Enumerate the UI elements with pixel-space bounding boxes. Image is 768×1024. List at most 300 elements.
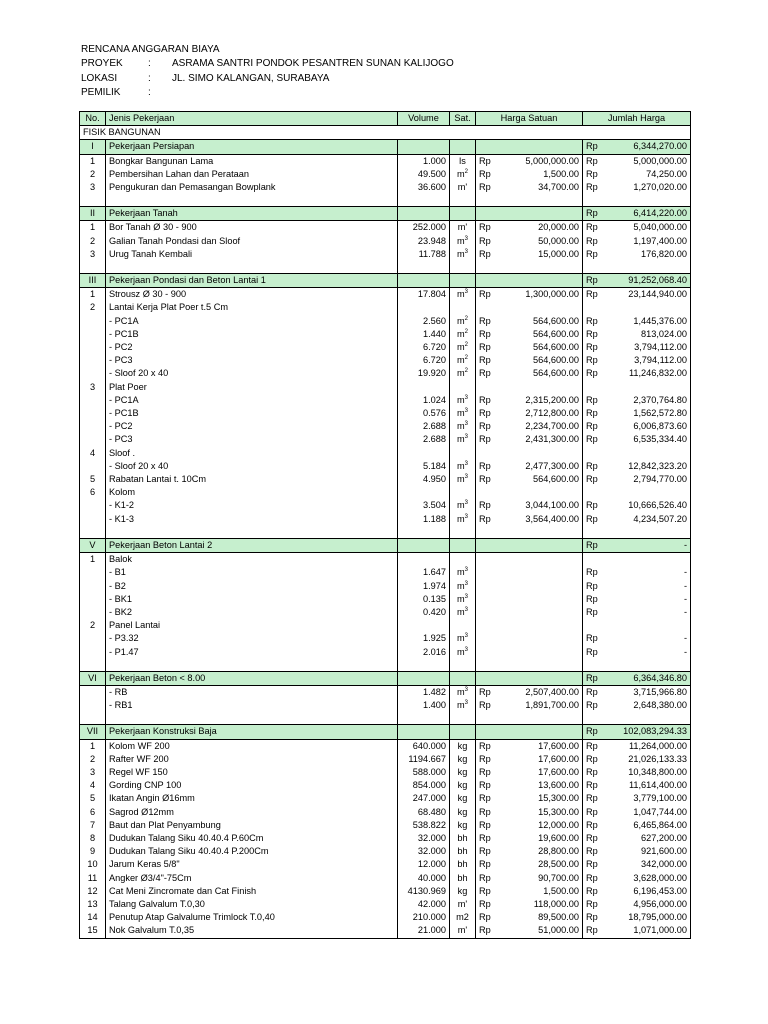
cell-satuan: kg [450, 766, 476, 779]
cell-harga-currency [476, 725, 506, 739]
cell-harga-currency [476, 646, 506, 659]
cell-jumlah-harga: 1,071,000.00 [613, 924, 691, 938]
cell-jenis: - RB [106, 685, 398, 699]
cell-no [80, 433, 106, 446]
cell-satuan: m' [450, 898, 476, 911]
table-row [80, 553, 691, 567]
cell-jumlah-harga: 6,196,453.00 [613, 885, 691, 898]
cell-volume: 12.000 [398, 858, 450, 871]
cell-no [80, 580, 106, 593]
empty-cell [506, 261, 583, 274]
cell-satuan: $m^3$ [450, 473, 476, 486]
cell-volume [398, 725, 450, 739]
cell-no [80, 685, 106, 699]
table-row [80, 235, 691, 248]
unit-exponent: 3 [464, 474, 468, 481]
cell-volume [398, 619, 450, 632]
empty-cell [398, 261, 450, 274]
cell-harga-currency: Rp [476, 168, 506, 181]
empty-cell [450, 261, 476, 274]
cell-satuan [450, 725, 476, 739]
table-row [80, 792, 691, 805]
cell-harga-currency: Rp [476, 792, 506, 805]
cell-jumlah-harga: 5,040,000.00 [613, 221, 691, 235]
table-row [80, 341, 691, 354]
cell-no: I [80, 140, 106, 154]
unit-exponent: 3 [464, 421, 468, 428]
table-row [80, 447, 691, 460]
cell-harga-satuan [506, 140, 583, 154]
empty-cell [80, 659, 106, 672]
table-row [80, 646, 691, 659]
cell-volume [398, 140, 450, 154]
empty-cell [106, 659, 398, 672]
cell-harga-currency: Rp [476, 367, 506, 380]
cell-harga-currency: Rp [476, 328, 506, 341]
spacer-row [80, 659, 691, 672]
cell-harga-satuan: 17,600.00 [506, 753, 583, 766]
cell-satuan: kg [450, 806, 476, 819]
cell-harga-currency: Rp [476, 394, 506, 407]
cell-jenis: - PC2 [106, 341, 398, 354]
cell-no: 3 [80, 248, 106, 261]
cell-jumlah-currency [583, 486, 613, 499]
table-row [80, 473, 691, 486]
cell-volume: 1194.667 [398, 753, 450, 766]
cell-harga-satuan: 2,315,200.00 [506, 394, 583, 407]
cell-satuan: $m^3$ [450, 433, 476, 446]
cell-jumlah-currency: Rp [583, 513, 613, 526]
col-header-volume: Volume [398, 112, 450, 126]
table-row [80, 619, 691, 632]
header-colon: : [148, 58, 151, 70]
cell-harga-satuan [506, 646, 583, 659]
cell-satuan: kg [450, 792, 476, 805]
unit-exponent: 3 [464, 513, 468, 520]
cell-jumlah-currency: Rp [583, 288, 613, 302]
table-row [80, 301, 691, 314]
cell-volume [398, 301, 450, 314]
cell-jumlah-harga: 1,270,020.00 [613, 181, 691, 194]
cell-no [80, 420, 106, 433]
empty-cell [450, 526, 476, 539]
cell-no: 1 [80, 221, 106, 235]
cell-jumlah-harga: 6,535,334.40 [613, 433, 691, 446]
empty-cell [80, 712, 106, 725]
cell-jumlah-harga: 627,200.00 [613, 832, 691, 845]
cell-harga-currency: Rp [476, 354, 506, 367]
cell-no: 15 [80, 924, 106, 938]
cell-volume: 1.024 [398, 394, 450, 407]
cell-satuan: $m^3$ [450, 499, 476, 512]
cell-jumlah-currency: Rp [583, 580, 613, 593]
cell-jumlah-harga: 4,956,000.00 [613, 898, 691, 911]
cell-satuan: $m^3$ [450, 632, 476, 645]
cell-harga-currency: Rp [476, 885, 506, 898]
cell-no [80, 394, 106, 407]
cell-satuan [450, 381, 476, 394]
cell-volume: 588.000 [398, 766, 450, 779]
cell-no: 13 [80, 898, 106, 911]
empty-cell [506, 659, 583, 672]
cell-harga-currency [476, 580, 506, 593]
cell-jumlah-harga: 6,465,864.00 [613, 819, 691, 832]
cell-jumlah-currency: Rp [583, 632, 613, 645]
cell-jumlah-harga: 2,794,770.00 [613, 473, 691, 486]
cell-no [80, 699, 106, 712]
table-row [80, 354, 691, 367]
cell-jumlah-currency: Rp [583, 819, 613, 832]
cell-harga-currency: Rp [476, 315, 506, 328]
cell-jenis: - P1.47 [106, 646, 398, 659]
unit-exponent: 3 [464, 606, 468, 613]
cell-volume: 21.000 [398, 924, 450, 938]
table-row [80, 513, 691, 526]
cell-jenis: Sagrod Ø12mm [106, 806, 398, 819]
cell-harga-satuan: 50,000.00 [506, 235, 583, 248]
cell-jenis: - PC1A [106, 315, 398, 328]
cell-harga-satuan: 564,600.00 [506, 473, 583, 486]
cell-jenis: - PC1A [106, 394, 398, 407]
cell-harga-currency: Rp [476, 499, 506, 512]
cell-volume: 1.647 [398, 566, 450, 579]
table-row [80, 367, 691, 380]
cell-harga-currency [476, 274, 506, 288]
table-row [80, 872, 691, 885]
table-row [80, 885, 691, 898]
cell-jenis: Balok [106, 553, 398, 567]
cell-harga-currency: Rp [476, 407, 506, 420]
cell-no: V [80, 538, 106, 552]
cell-jenis: Bongkar Bangunan Lama [106, 154, 398, 168]
cell-jumlah-currency: Rp [583, 207, 613, 221]
cell-harga-satuan [506, 207, 583, 221]
cell-volume: 1.400 [398, 699, 450, 712]
cell-jenis: Plat Poer [106, 381, 398, 394]
cell-volume: 247.000 [398, 792, 450, 805]
empty-cell [398, 194, 450, 207]
cell-satuan [450, 538, 476, 552]
cell-jumlah-currency: Rp [583, 460, 613, 473]
table-row [80, 766, 691, 779]
unit-exponent: 3 [464, 289, 468, 296]
unit-exponent: 2 [464, 168, 468, 175]
table-row [80, 898, 691, 911]
cell-no: 11 [80, 872, 106, 885]
cell-jumlah-currency: Rp [583, 354, 613, 367]
empty-cell [398, 659, 450, 672]
rab-table [79, 111, 691, 939]
cell-no [80, 593, 106, 606]
header-label: PEMILIK [81, 86, 121, 98]
cell-harga-currency [476, 619, 506, 632]
unit-exponent: 3 [464, 434, 468, 441]
cell-satuan: kg [450, 819, 476, 832]
cell-jumlah-harga [613, 381, 691, 394]
cell-harga-satuan: 28,500.00 [506, 858, 583, 871]
empty-cell [506, 194, 583, 207]
empty-cell [450, 659, 476, 672]
cell-volume: 0.135 [398, 593, 450, 606]
cell-harga-satuan: 3,044,100.00 [506, 499, 583, 512]
cell-volume: 11.788 [398, 248, 450, 261]
cell-jumlah-currency: Rp [583, 315, 613, 328]
cell-satuan: $m^3$ [450, 460, 476, 473]
cell-jenis: - BK1 [106, 593, 398, 606]
cell-volume: 1.188 [398, 513, 450, 526]
cell-volume: 0.420 [398, 606, 450, 619]
empty-cell [80, 194, 106, 207]
cell-jenis: Strousz Ø 30 - 900 [106, 288, 398, 302]
cell-no: 14 [80, 911, 106, 924]
cell-jenis: - Sloof 20 x 40 [106, 367, 398, 380]
cell-harga-satuan: 118,000.00 [506, 898, 583, 911]
table-row [80, 433, 691, 446]
empty-cell [106, 526, 398, 539]
cell-no: 2 [80, 753, 106, 766]
cell-harga-currency [476, 632, 506, 645]
cell-harga-currency [476, 207, 506, 221]
cell-harga-satuan [506, 301, 583, 314]
cell-jumlah-currency: Rp [583, 739, 613, 753]
cell-jumlah-currency: Rp [583, 858, 613, 871]
cell-harga-currency: Rp [476, 806, 506, 819]
cell-jenis: - PC3 [106, 354, 398, 367]
cell-volume: 2.016 [398, 646, 450, 659]
cell-jumlah-harga: - [613, 580, 691, 593]
cell-no: 1 [80, 553, 106, 567]
cell-no: 3 [80, 181, 106, 194]
cell-harga-currency [476, 447, 506, 460]
cell-jumlah-currency: Rp [583, 538, 613, 552]
cell-jumlah-harga: 1,197,400.00 [613, 235, 691, 248]
cell-harga-currency: Rp [476, 766, 506, 779]
cell-harga-currency [476, 593, 506, 606]
cell-harga-satuan [506, 538, 583, 552]
table-row [80, 806, 691, 819]
table-row [80, 181, 691, 194]
cell-jumlah-harga: 921,600.00 [613, 845, 691, 858]
header-value: ASRAMA SANTRI PONDOK PESANTREN SUNAN KALIJOGO [172, 58, 454, 70]
group-row [80, 126, 691, 140]
cell-jumlah-currency: Rp [583, 367, 613, 380]
table-row [80, 580, 691, 593]
cell-no: 2 [80, 301, 106, 314]
cell-harga-currency: Rp [476, 288, 506, 302]
cell-jumlah-harga [613, 553, 691, 567]
empty-cell [583, 526, 613, 539]
table-body [80, 126, 691, 938]
table-row [80, 248, 691, 261]
cell-satuan: $m^3$ [450, 580, 476, 593]
cell-harga-satuan: 1,300,000.00 [506, 288, 583, 302]
cell-satuan: $m^3$ [450, 235, 476, 248]
cell-jumlah-harga [613, 447, 691, 460]
cell-harga-satuan: 564,600.00 [506, 367, 583, 380]
cell-harga-satuan [506, 606, 583, 619]
cell-harga-satuan [506, 725, 583, 739]
cell-jenis: Pengukuran dan Pemasangan Bowplank [106, 181, 398, 194]
table-row [80, 753, 691, 766]
cell-volume [398, 274, 450, 288]
cell-no: 1 [80, 739, 106, 753]
cell-satuan: $m^2$ [450, 354, 476, 367]
cell-harga-currency: Rp [476, 181, 506, 194]
table-row [80, 819, 691, 832]
table-row [80, 832, 691, 845]
cell-no [80, 341, 106, 354]
cell-satuan [450, 619, 476, 632]
cell-jumlah-currency: Rp [583, 685, 613, 699]
cell-satuan: $m^3$ [450, 593, 476, 606]
cell-harga-satuan: 1,500.00 [506, 885, 583, 898]
table-row [80, 221, 691, 235]
cell-jenis: Kolom WF 200 [106, 739, 398, 753]
table-row [80, 924, 691, 938]
table-row [80, 407, 691, 420]
cell-jumlah-currency: Rp [583, 671, 613, 685]
cell-satuan: $m^2$ [450, 315, 476, 328]
cell-jenis: Urug Tanah Kembali [106, 248, 398, 261]
cell-jenis: Pekerjaan Persiapan [106, 140, 398, 154]
empty-cell [398, 712, 450, 725]
cell-harga-satuan: 5,000,000.00 [506, 154, 583, 168]
cell-satuan: $m^3$ [450, 513, 476, 526]
cell-volume: 2.688 [398, 433, 450, 446]
cell-satuan: kg [450, 753, 476, 766]
cell-no [80, 460, 106, 473]
cell-harga-satuan: 15,300.00 [506, 806, 583, 819]
empty-cell [583, 194, 613, 207]
cell-jumlah-currency: Rp [583, 154, 613, 168]
spacer-row [80, 261, 691, 274]
cell-jenis: Penutup Atap Galvalume Trimlock T.0,40 [106, 911, 398, 924]
cell-jenis: Panel Lantai [106, 619, 398, 632]
cell-jenis: Pekerjaan Beton Lantai 2 [106, 538, 398, 552]
cell-satuan: bh [450, 845, 476, 858]
header-label: PROYEK [81, 58, 123, 70]
cell-satuan [450, 553, 476, 567]
cell-satuan: m2 [450, 911, 476, 924]
cell-volume [398, 538, 450, 552]
cell-jumlah-harga: 11,246,832.00 [613, 367, 691, 380]
cell-harga-currency: Rp [476, 739, 506, 753]
empty-cell [106, 712, 398, 725]
cell-harga-satuan: 2,477,300.00 [506, 460, 583, 473]
cell-satuan: m' [450, 924, 476, 938]
cell-satuan: $m^2$ [450, 168, 476, 181]
cell-jenis: - PC3 [106, 433, 398, 446]
table-row [80, 911, 691, 924]
document-title [81, 43, 454, 57]
cell-harga-satuan [506, 619, 583, 632]
cell-jenis: Pekerjaan Beton < 8.00 [106, 671, 398, 685]
cell-jumlah-currency: Rp [583, 845, 613, 858]
cell-no: 6 [80, 806, 106, 819]
cell-volume: 6.720 [398, 341, 450, 354]
header-colon: : [148, 72, 151, 84]
table-row [80, 593, 691, 606]
cell-no: 7 [80, 819, 106, 832]
cell-jumlah-harga [613, 619, 691, 632]
cell-satuan [450, 671, 476, 685]
cell-harga-currency [476, 606, 506, 619]
cell-harga-satuan [506, 381, 583, 394]
cell-harga-satuan [506, 593, 583, 606]
cell-jumlah-currency: Rp [583, 606, 613, 619]
cell-no: 4 [80, 447, 106, 460]
cell-volume: 40.000 [398, 872, 450, 885]
table-row [80, 739, 691, 753]
cell-satuan [450, 140, 476, 154]
cell-no: 1 [80, 154, 106, 168]
cell-harga-satuan: 1,891,700.00 [506, 699, 583, 712]
header-label: LOKASI [81, 72, 118, 84]
section-row [80, 140, 691, 154]
cell-harga-satuan: 12,000.00 [506, 819, 583, 832]
cell-jumlah-harga: 2,648,380.00 [613, 699, 691, 712]
cell-satuan: m' [450, 181, 476, 194]
header-row-lokasi [81, 72, 454, 86]
cell-volume: 1.440 [398, 328, 450, 341]
cell-no [80, 328, 106, 341]
cell-harga-currency [476, 566, 506, 579]
cell-jumlah-harga [613, 301, 691, 314]
cell-harga-satuan: 90,700.00 [506, 872, 583, 885]
cell-satuan: bh [450, 832, 476, 845]
cell-satuan: $m^3$ [450, 420, 476, 433]
cell-harga-currency: Rp [476, 420, 506, 433]
cell-jumlah-harga: 6,364,346.80 [613, 671, 691, 685]
cell-jumlah-currency [583, 447, 613, 460]
cell-jumlah-currency: Rp [583, 898, 613, 911]
cell-satuan [450, 207, 476, 221]
cell-harga-currency: Rp [476, 845, 506, 858]
cell-jumlah-currency: Rp [583, 473, 613, 486]
cell-volume: 19.920 [398, 367, 450, 380]
cell-satuan: kg [450, 885, 476, 898]
header-value: JL. SIMO KALANGAN, SURABAYA [172, 72, 330, 84]
cell-jumlah-harga: 813,024.00 [613, 328, 691, 341]
cell-jumlah-harga: 342,000.00 [613, 858, 691, 871]
cell-harga-currency: Rp [476, 819, 506, 832]
cell-harga-currency: Rp [476, 154, 506, 168]
cell-jumlah-currency: Rp [583, 341, 613, 354]
cell-harga-currency: Rp [476, 858, 506, 871]
empty-cell [583, 712, 613, 725]
cell-harga-satuan: 28,800.00 [506, 845, 583, 858]
cell-jumlah-harga: 1,562,572.80 [613, 407, 691, 420]
cell-no: 2 [80, 168, 106, 181]
cell-jumlah-currency: Rp [583, 420, 613, 433]
unit-exponent: 3 [464, 686, 468, 693]
cell-satuan: $m^3$ [450, 606, 476, 619]
empty-cell [506, 526, 583, 539]
col-header-jumlah: Jumlah Harga [583, 112, 691, 126]
table-row [80, 566, 691, 579]
unit-exponent: 3 [464, 593, 468, 600]
cell-jenis: - K1-2 [106, 499, 398, 512]
unit-exponent: 2 [464, 368, 468, 375]
empty-cell [613, 194, 691, 207]
cell-volume [398, 486, 450, 499]
cell-jumlah-currency: Rp [583, 593, 613, 606]
cell-harga-currency [476, 381, 506, 394]
cell-volume: 49.500 [398, 168, 450, 181]
empty-cell [613, 712, 691, 725]
cell-jumlah-currency [583, 301, 613, 314]
table-row [80, 394, 691, 407]
